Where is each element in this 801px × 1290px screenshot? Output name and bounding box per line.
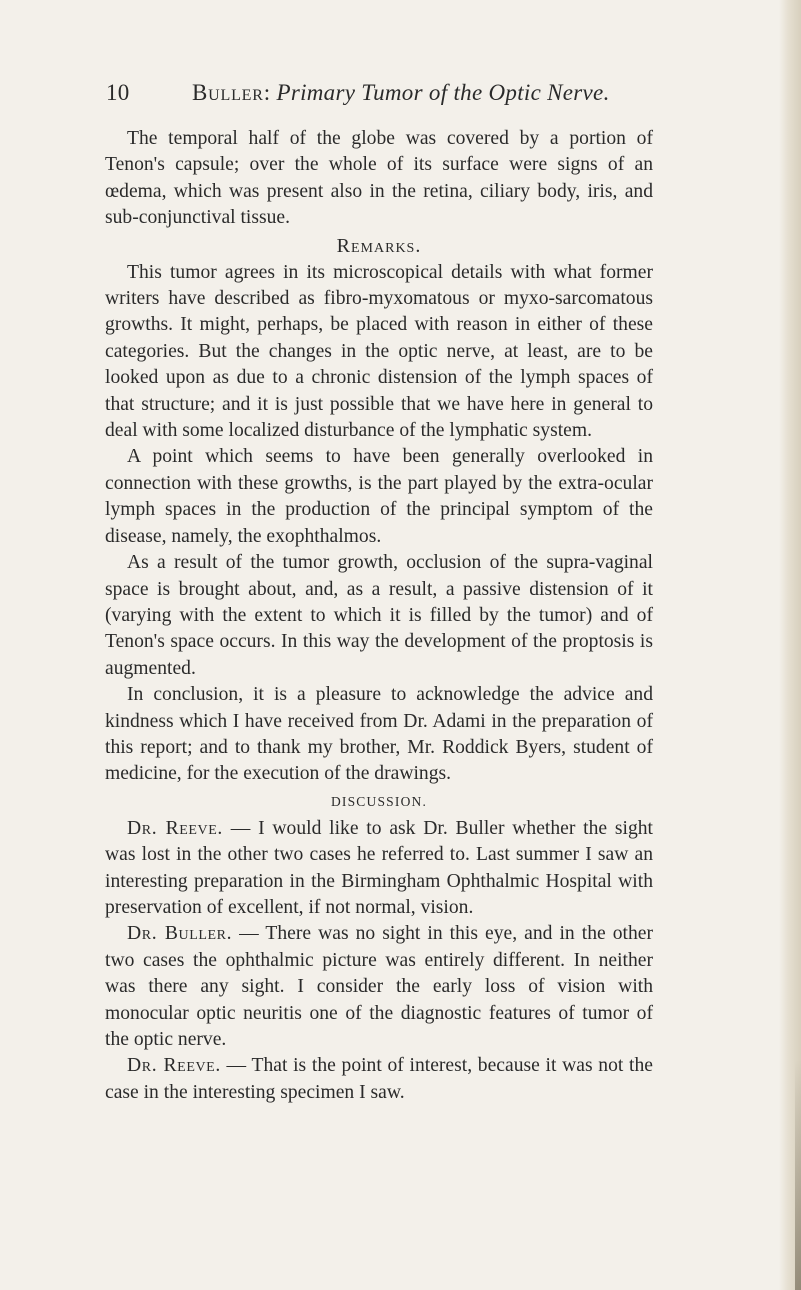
speaker-text: — That is the point of interest, because it was not the case in the interesting specimen I saw. [105, 1055, 653, 1103]
page-edge-dark-corner [795, 1060, 801, 1290]
header-author: Buller [192, 80, 264, 105]
speaker-text: — I would like to ask Dr. Buller whether the sight was lost in the other two cases he referred to. Last summer I saw an interesting preparation in the Birmingham Ophthalmic Hospital with preservation of excellent, if not normal, vision. [105, 817, 653, 918]
paragraph: A point which seems to have been generally overlooked in connection with these growths, is the part played by the extra-ocular lymph spaces in the production of the principal symptom of the disease, namely, the exophthalmos. [105, 446, 653, 547]
speaker-name: Dr. Reeve. [127, 817, 223, 839]
header-separator: : [263, 80, 271, 105]
speaker-name: Dr. Reeve. [127, 1055, 221, 1077]
discussion-paragraph [105, 921, 653, 1053]
speaker-text: — There was no sight in this eye, and in the other two cases the ophthalmic picture was entirely different. In neither was there any sight. I consider the early loss of vision with monocular optic neuritis one of the diagnostic features of tumor of the optic nerve. [105, 923, 653, 1050]
paragraph: This tumor agrees in its microscopical details with what former writers have described as fibro-myxomatous or myxo-sarcomatous growths. It might, perhaps, be placed with reason in either of these categories. But the changes in the optic nerve, at least, are to be looked upon as due to a chronic distension of the lymph spaces of that structure; and it is just possible that we have here in general to deal with some localized disturbance of the lymphatic system. [105, 261, 653, 442]
paragraph: The temporal half of the globe was covered by a portion of Tenon's capsule; over the whole of its surface were signs of an œdema, which was present also in the retina, ciliary body, iris, and sub-conjunctival tissue. [105, 128, 653, 229]
header-title: Primary Tumor of the Optic Nerve. [276, 80, 610, 105]
body-text [105, 126, 653, 1106]
discussion-heading: DISCUSSION. [330, 793, 428, 809]
running-header [106, 80, 666, 106]
discussion-paragraph [105, 816, 653, 922]
speaker-name: Dr. Buller. [127, 923, 233, 945]
paragraph: As a result of the tumor growth, occlusion of the supra-vaginal space is brought about, and, as a result, a passive distension of it (varying with the extent to which it is filled by the tumor) and of Tenon's space occurs. In this way the development of the proptosis is augmented. [105, 552, 653, 679]
paragraph: In conclusion, it is a pleasure to acknowledge the advice and kindness which I have received from Dr. Adami in the preparation of this report; and to thank my brother, Mr. Roddick Byers, student of medicine, for the execution of the drawings. [105, 684, 653, 785]
page-number: 10 [106, 80, 130, 105]
remarks-heading: Remarks. [336, 234, 422, 257]
discussion-paragraph [105, 1053, 653, 1106]
